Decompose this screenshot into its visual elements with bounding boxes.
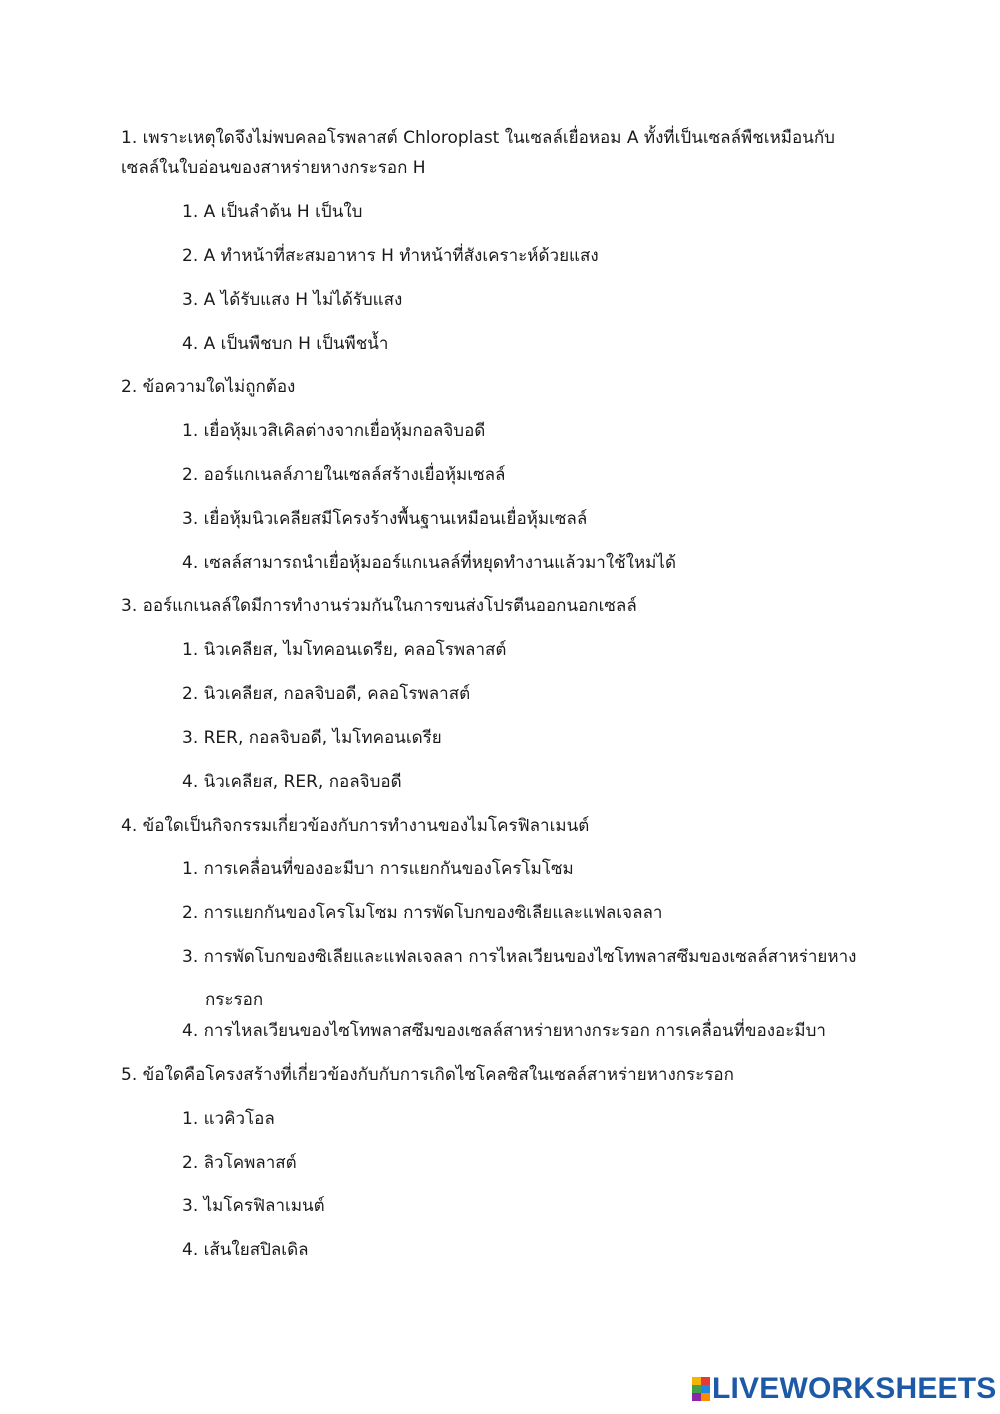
question-4-option-2: 2. การแยกกันของโครโมโซม การพัดโบกของซิเลียและแฟลเจลลา: [182, 903, 663, 923]
question-5-option-4: 4. เส้นใยสปิลเดิล: [182, 1240, 309, 1260]
question-4-text: 4. ข้อใดเป็นกิจกรรมเกี่ยวข้องกับการทำงานของไมโครฟิลาเมนต์: [121, 816, 590, 836]
question-4-option-4: 4. การไหลเวียนของไซโทพลาสซึมของเซลล์สาหร่ายหางกระรอก การเคลื่อนที่ของอะมีบา: [182, 1021, 826, 1041]
question-2-text: 2. ข้อความใดไม่ถูกต้อง: [121, 377, 296, 397]
question-2-option-4: 4. เซลล์สามารถนำเยื่อหุ้มออร์แกเนลล์ที่หยุดทำงานแล้วมาใช้ใหม่ได้: [182, 553, 676, 573]
liveworksheets-wordmark: LIVEWORKSHEETS: [712, 1372, 997, 1405]
question-2-option-2: 2. ออร์แกเนลล์ภายในเซลล์สร้างเยื่อหุ้มเซลล์: [182, 465, 506, 485]
question-5-option-3: 3. ไมโครฟิลาเมนต์: [182, 1196, 325, 1216]
question-1-option-1: 1. A เป็นลำต้น H เป็นใบ: [182, 202, 363, 222]
question-5-option-2: 2. ลิวโคพลาสต์: [182, 1153, 297, 1173]
question-4-option-3-cont: กระรอก: [205, 990, 264, 1010]
liveworksheets-logo: [692, 1373, 997, 1405]
question-1-option-3: 3. A ได้รับแสง H ไม่ได้รับแสง: [182, 290, 403, 310]
question-1-text: 1. เพราะเหตุใดจึงไม่พบคลอโรพลาสต์ Chloroplast ในเซลล์เยื่อหอม A ทั้งที่เป็นเซลล์พืชเหมือนกับ: [121, 128, 835, 148]
question-3-option-4: 4. นิวเคลียส, RER, กอลจิบอดี: [182, 772, 402, 792]
question-4-option-3: 3. การพัดโบกของซิเลียและแฟลเจลลา การไหลเวียนของไซโทพลาสซึมของเซลล์สาหร่ายหาง: [182, 947, 857, 967]
question-3-option-1: 1. นิวเคลียส, ไมโทคอนเดรีย, คลอโรพลาสต์: [182, 640, 507, 660]
question-1-text-cont: เซลล์ในใบอ่อนของสาหร่ายหางกระรอก H: [121, 158, 426, 178]
question-5-option-1: 1. แวคิวโอล: [182, 1109, 275, 1129]
question-1-option-4: 4. A เป็นพืชบก H เป็นพืชน้ำ: [182, 334, 389, 354]
question-3-text: 3. ออร์แกเนลล์ใดมีการทำงานร่วมกันในการขนส่งโปรตีนออกนอกเซลล์: [121, 596, 637, 616]
question-5-text: 5. ข้อใดคือโครงสร้างที่เกี่ยวข้องกับกับการเกิดไซโคลซิสในเซลล์สาหร่ายหางกระรอก: [121, 1065, 734, 1085]
question-3-option-3: 3. RER, กอลจิบอดี, ไมโทคอนเดรีย: [182, 728, 442, 748]
question-3-option-2: 2. นิวเคลียส, กอลจิบอดี, คลอโรพลาสต์: [182, 684, 471, 704]
question-1-option-2: 2. A ทำหน้าที่สะสมอาหาร H ทำหน้าที่สังเคราะห์ด้วยแสง: [182, 246, 599, 266]
question-4-option-1: 1. การเคลื่อนที่ของอะมีบา การแยกกันของโครโมโซม: [182, 859, 574, 879]
liveworksheets-logo-icon: [692, 1377, 710, 1401]
question-2-option-1: 1. เยื่อหุ้มเวสิเคิลต่างจากเยื่อหุ้มกอลจิบอดี: [182, 421, 486, 441]
question-2-option-3: 3. เยื่อหุ้มนิวเคลียสมีโครงร้างพื้นฐานเหมือนเยื่อหุ้มเซลล์: [182, 509, 588, 529]
